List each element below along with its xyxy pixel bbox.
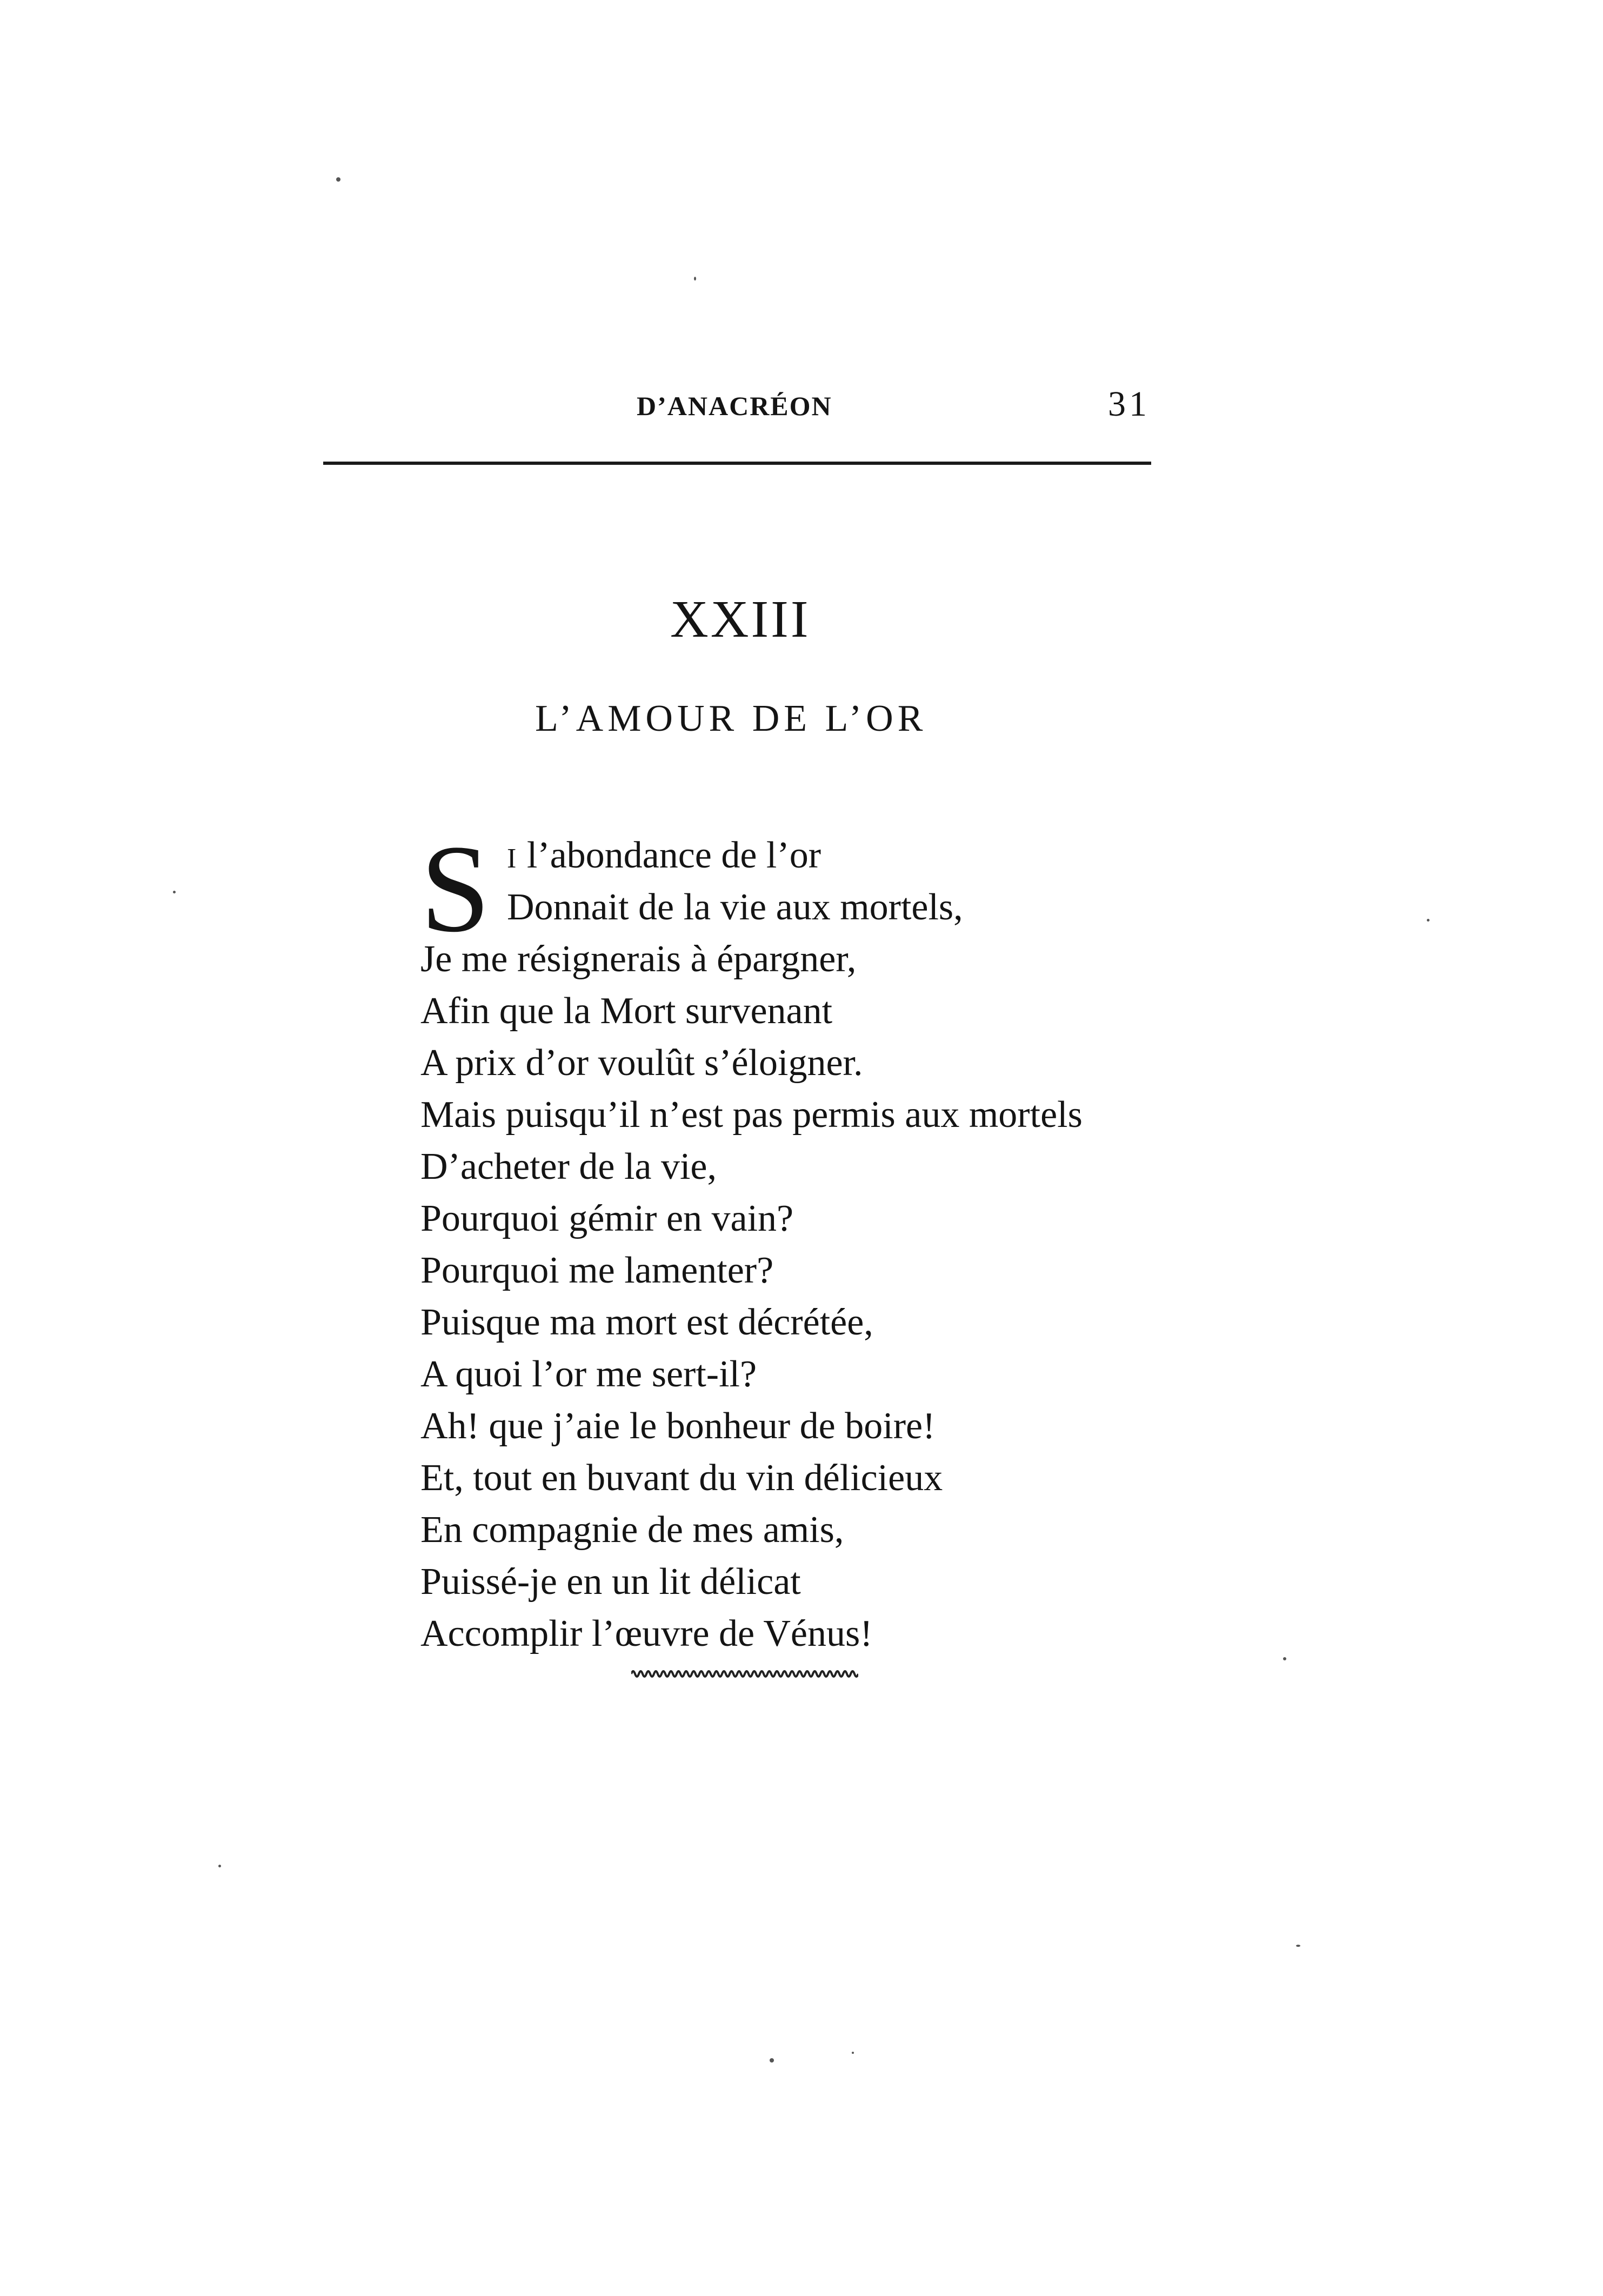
verse-line: Afin que la Mort survenant (420, 990, 833, 1032)
verse-line: Pourquoi me lamenter? (420, 1250, 774, 1291)
verse-line: Je me résignerais à épargner, (420, 938, 857, 980)
paper-speck (173, 891, 176, 893)
verse-line (420, 830, 1177, 882)
verse-line: A quoi l’or me sert-il? (420, 1353, 757, 1395)
first-word-smallcaps: I (507, 843, 518, 874)
paper-speck (852, 2052, 854, 2054)
verse-line: Puisque ma mort est décrétée, (420, 1301, 873, 1343)
page-number: 31 (1108, 384, 1150, 424)
verse-line: Puissé-je en un lit délicat (420, 1561, 801, 1603)
verse-line: Donnait de la vie aux mortels, (507, 886, 963, 928)
verse-line: Pourquoi gémir en vain? (420, 1198, 794, 1239)
verse-line: Accomplir l’œuvre de Vénus! (420, 1613, 873, 1654)
first-line-text: l’abondance de l’or (517, 835, 821, 876)
poem-number: XXIII (670, 590, 811, 649)
poem-body (420, 819, 1177, 1660)
header-rule (323, 462, 1151, 465)
running-title: D’ANACRÉON (637, 391, 832, 421)
verse-line: Ah! que j’aie le bonheur de boire! (420, 1405, 936, 1447)
paper-speck (1283, 1657, 1286, 1660)
paper-speck (218, 1865, 221, 1867)
wavy-ornament (631, 1667, 858, 1680)
verse-line: Mais puisqu’il n’est pas permis aux mortels (420, 1094, 1083, 1136)
verse-line: Et, tout en buvant du vin délicieux (420, 1457, 943, 1499)
verse-line: A prix d’or voulût s’éloigner. (420, 1042, 863, 1084)
paper-speck (336, 177, 340, 182)
running-head (323, 372, 1150, 431)
paper-speck (1296, 1945, 1300, 1947)
drop-cap: S (420, 819, 491, 958)
paper-speck (694, 277, 696, 281)
verse-line: D’acheter de la vie, (420, 1146, 717, 1187)
poem-title: L’AMOUR DE L’OR (535, 698, 927, 739)
verse-line: En compagnie de mes amis, (420, 1509, 844, 1551)
paper-speck (770, 2058, 774, 2063)
paper-speck (1427, 919, 1430, 922)
